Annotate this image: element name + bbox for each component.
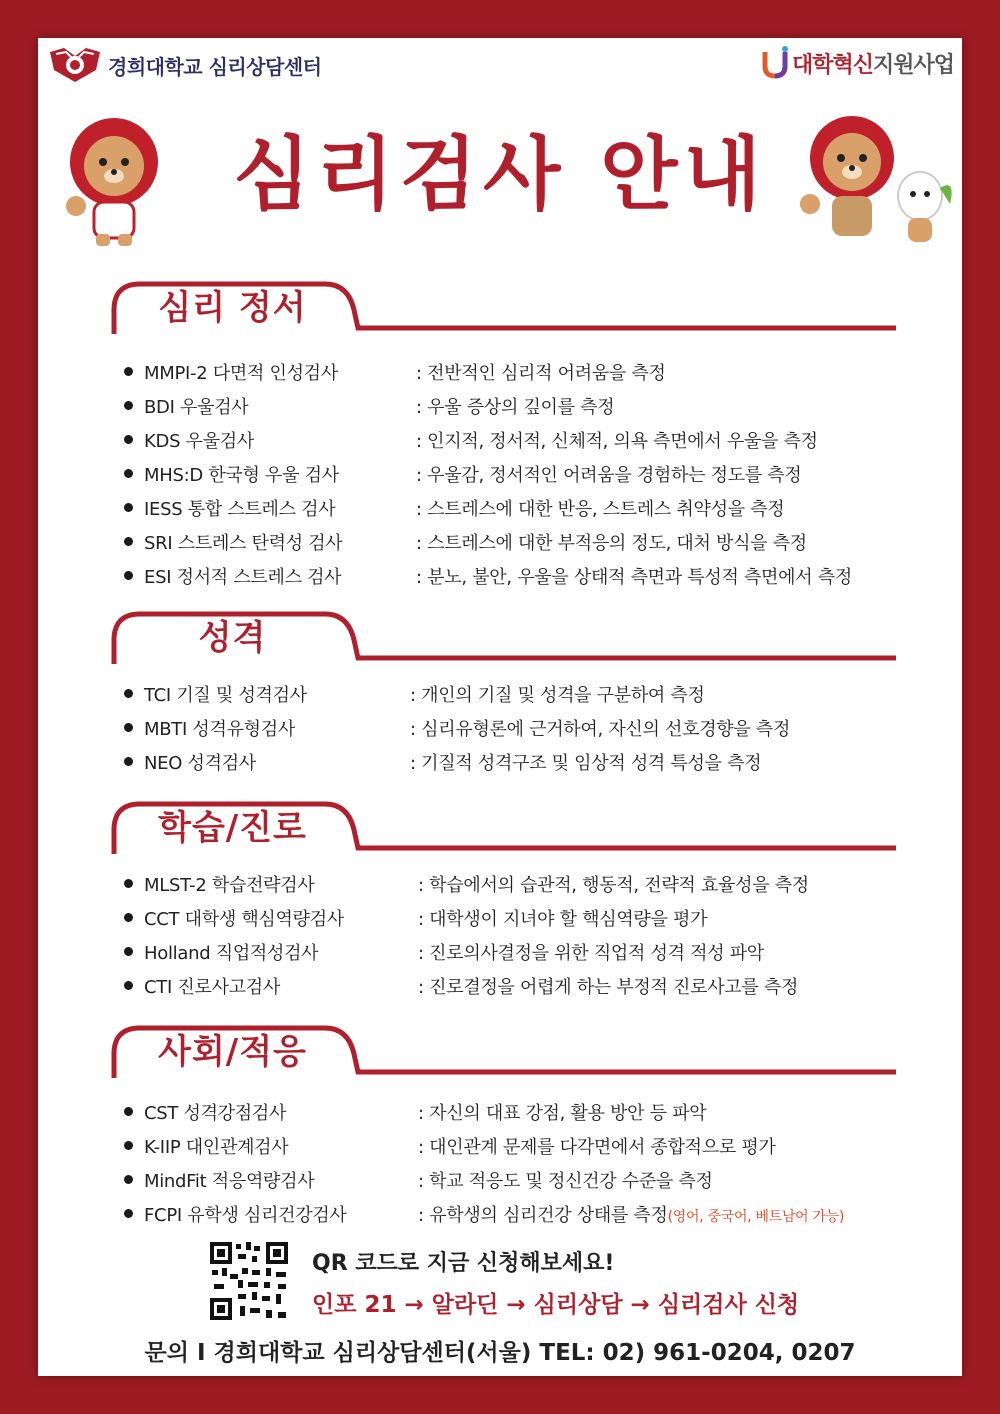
test-name: KDS 우울검사 — [144, 431, 254, 452]
application-path: 인포 21 → 알라딘 → 심리상담 → 심리검사 신청 — [312, 1292, 800, 1318]
test-description: : 대학생이 지녀야 할 핵심역량을 평가 — [418, 909, 708, 930]
list-item — [38, 524, 962, 558]
test-description — [418, 1201, 844, 1227]
section-header-personality — [110, 606, 900, 666]
university-emblem-icon — [46, 44, 104, 86]
test-name: MLST-2 학습전략검사 — [144, 875, 315, 896]
university-name: 경희대학교 심리상담센터 — [108, 54, 322, 79]
innovation-logo-icon — [761, 46, 789, 80]
section-header-emotion — [110, 276, 900, 336]
test-name: TCI 기질 및 성격검사 — [144, 685, 307, 706]
test-name: NEO 성격검사 — [144, 753, 256, 774]
section-header-social-adjustment — [110, 1020, 900, 1080]
test-description: : 인지적, 정서적, 신체적, 의욕 측면에서 우울을 측정 — [416, 431, 818, 452]
qr-code-icon[interactable] — [208, 1240, 290, 1322]
section-title: 사회/적응 — [158, 1032, 307, 1072]
list-item — [38, 1162, 962, 1196]
test-name: MindFit 적응역량검사 — [144, 1171, 315, 1192]
test-name: K-IIP 대인관계검사 — [144, 1137, 289, 1158]
test-description: : 우울 증상의 깊이를 측정 — [416, 397, 615, 418]
program-name-secondary: 지원사업 — [872, 52, 954, 78]
qr-call-to-action: QR 코드로 지금 신청해보세요! — [312, 1251, 615, 1276]
test-description: : 우울감, 정서적인 어려움을 경험하는 정도를 측정 — [416, 465, 802, 486]
test-name: MMPI-2 다면적 인성검사 — [144, 363, 338, 384]
list-item — [38, 558, 962, 592]
test-description: : 스트레스에 대한 부적응의 정도, 대처 방식을 측정 — [416, 533, 807, 554]
test-name: Holland 직업적성검사 — [144, 943, 319, 964]
program-logo — [761, 46, 954, 80]
section-title: 심리 정서 — [158, 288, 307, 328]
list-item — [38, 1196, 962, 1230]
list-item — [38, 676, 962, 710]
section-title: 성격 — [198, 618, 267, 658]
test-name: CCT 대학생 핵심역량검사 — [144, 909, 344, 930]
program-name-primary: 대학혁신 — [791, 52, 873, 78]
list-item — [38, 388, 962, 422]
poster — [38, 38, 962, 1376]
list-item — [38, 900, 962, 934]
test-name: MBTI 성격유형검사 — [144, 719, 295, 740]
test-description: : 자신의 대표 강점, 활용 방안 등 파악 — [418, 1103, 707, 1124]
contact-info: 문의 I 경희대학교 심리상담센터(서울) TEL: 02) 961-0204, 0207 — [144, 1340, 856, 1366]
test-description: : 학습에서의 습관적, 행동적, 전략적 효율성을 측정 — [418, 875, 809, 896]
test-description-text: : 유학생의 심리건강 상태를 측정 — [418, 1205, 668, 1226]
list-item — [38, 744, 962, 778]
list-item — [38, 1094, 962, 1128]
list-item — [38, 422, 962, 456]
test-description: : 스트레스에 대한 반응, 스트레스 취약성을 측정 — [416, 499, 785, 520]
list-item — [38, 456, 962, 490]
list-item — [38, 354, 962, 388]
test-description: : 기질적 성격구조 및 임상적 성격 특성을 측정 — [410, 753, 762, 774]
test-name: CST 성격강점검사 — [144, 1103, 287, 1124]
test-description: : 전반적인 심리적 어려움을 측정 — [416, 363, 666, 384]
section-header-learning-career — [110, 796, 900, 856]
test-name: BDI 우울검사 — [144, 397, 249, 418]
list-item — [38, 1128, 962, 1162]
test-description: : 분노, 불안, 우울을 상태적 측면과 특성적 측면에서 측정 — [416, 567, 852, 588]
list-item — [38, 934, 962, 968]
page-title: 심리검사 안내 — [233, 128, 767, 221]
list-item — [38, 866, 962, 900]
test-description: : 개인의 기질 및 성격을 구분하여 측정 — [410, 685, 705, 706]
test-description: : 심리유형론에 근거하여, 자신의 선호경향을 측정 — [410, 719, 791, 740]
test-name: FCPI 유학생 심리건강검사 — [144, 1205, 347, 1226]
test-name: CTI 진로사고검사 — [144, 977, 280, 998]
list-item — [38, 968, 962, 1002]
language-note: (영어, 중국어, 베트남어 가능) — [667, 1209, 845, 1225]
test-name: SRI 스트레스 탄력성 검사 — [144, 533, 343, 554]
test-description: : 진로결정을 어렵게 하는 부정적 진로사고를 측정 — [418, 977, 799, 998]
test-description: : 대인관계 문제를 다각면에서 종합적으로 평가 — [418, 1137, 776, 1158]
test-description: : 진로의사결정을 위한 직업적 성격 적성 파악 — [418, 943, 764, 964]
university-logo — [46, 44, 321, 86]
test-name: ESI 정서적 스트레스 검사 — [144, 567, 342, 588]
test-name: MHS:D 한국형 우울 검사 — [144, 465, 339, 486]
list-item — [38, 710, 962, 744]
list-item — [38, 490, 962, 524]
section-title: 학습/진로 — [158, 808, 307, 848]
test-description: : 학교 적응도 및 정신건강 수준을 측정 — [418, 1171, 713, 1192]
test-name: IESS 통합 스트레스 검사 — [144, 499, 336, 520]
